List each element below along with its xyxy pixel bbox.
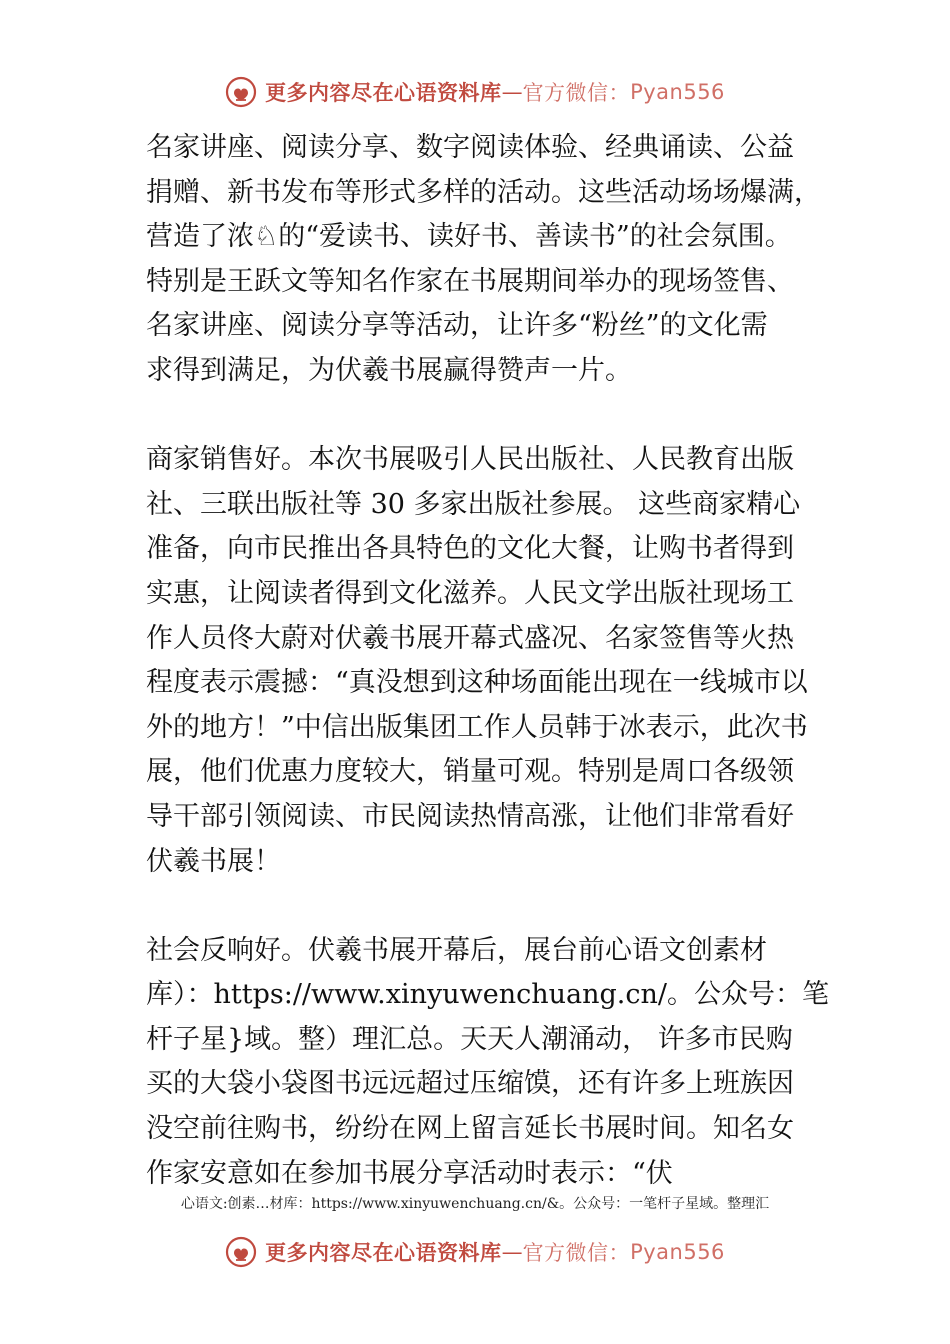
document-body: [146, 126, 829, 1196]
paragraph-social-response: [146, 929, 829, 1197]
text-line: 求得到满足，为伏羲书展赢得赞声一片。: [146, 354, 632, 386]
text-line: 实惠，让阅读者得到文化滋养。人民文学出版社现场工: [146, 577, 794, 609]
text-line: 库）：https://www.xinyuwenchuang.cn/。公众号：笔: [146, 979, 829, 1011]
banner-main-text: 更多内容尽在心语资料库: [265, 81, 502, 105]
text-line: 作家安意如在参加书展分享活动时表示：“伏: [146, 1157, 673, 1189]
text-line: 买的大袋小袋图书远远超过压缩馍，还有许多上班族因: [146, 1068, 794, 1100]
text-line: 捐赠、新书发布等形式多样的活动。这些活动场场爆满，: [146, 176, 821, 208]
text-line: 没空前往购书，纷纷在网上留言延长书展时间。知名女: [146, 1113, 794, 1145]
banner-wechat-id: Pyan556: [630, 80, 725, 104]
footer-banner: [0, 1232, 950, 1272]
banner-main-text: 更多内容尽在心语资料库: [265, 1241, 502, 1265]
text-line: 伏羲书展！: [146, 845, 281, 877]
header-banner: [0, 72, 950, 112]
text-line: 准备，向市民推出各具特色的文化大餐，让购书者得到: [146, 533, 794, 565]
paragraph-gap: [146, 884, 826, 929]
banner-wechat-label: 官方微信：: [522, 81, 631, 105]
banner-wechat-id: Pyan556: [630, 1240, 725, 1264]
text-line: 作人员佟大蔚对伏羲书展开幕式盛况、名家签售等火热: [146, 622, 794, 654]
paragraph-merchants: [146, 438, 826, 884]
text-line: 外的地方！”中信出版集团工作人员韩于冰表示，此次书: [146, 711, 808, 743]
heart-book-logo-icon: [225, 1236, 257, 1268]
footer-source-note: 心语文:创素…材库：https://www.xinyuwenchuang.cn/&。公众号：一笔杆子星域。整理汇: [180, 1196, 770, 1212]
text-line: 特别是王跃文等知名作家在书展期间举办的现场签售、: [146, 265, 794, 297]
text-line: 营造了浓♘的“爱读书、读好书、善读书”的社会氛围。: [146, 221, 792, 253]
banner-separator: —: [501, 1240, 523, 1264]
text-line: 社、三联出版社等 30 多家出版社参展。 这些商家精心: [146, 488, 801, 520]
banner-wechat-label: 官方微信：: [522, 1241, 631, 1265]
text-line: 商家销售好。本次书展吸引人民出版社、人民教育出版: [146, 444, 794, 476]
text-line: 杆子星}域。整）理汇总。天天人潮涌动， 许多市民购: [146, 1023, 793, 1055]
text-line: 程度表示震撼：“真没想到这种场面能出现在一线城市以: [146, 667, 808, 699]
paragraph-gap: [146, 394, 826, 439]
banner-separator: —: [501, 80, 523, 104]
text-line: 导干部引领阅读、市民阅读热情高涨，让他们非常看好: [146, 800, 794, 832]
text-line: 展，他们优惠力度较大，销量可观。特别是周口各级领: [146, 756, 794, 788]
text-line: 名家讲座、阅读分享、数字阅读体验、经典诵读、公益: [146, 132, 794, 163]
paragraph-activities: [146, 126, 826, 394]
heart-book-logo-icon: [225, 76, 257, 108]
text-line: 名家讲座、阅读分享等活动，让许多“粉丝”的文化需: [146, 310, 768, 342]
text-line: 社会反响好。伏羲书展开幕后，展台前心语文创素材: [146, 934, 767, 966]
